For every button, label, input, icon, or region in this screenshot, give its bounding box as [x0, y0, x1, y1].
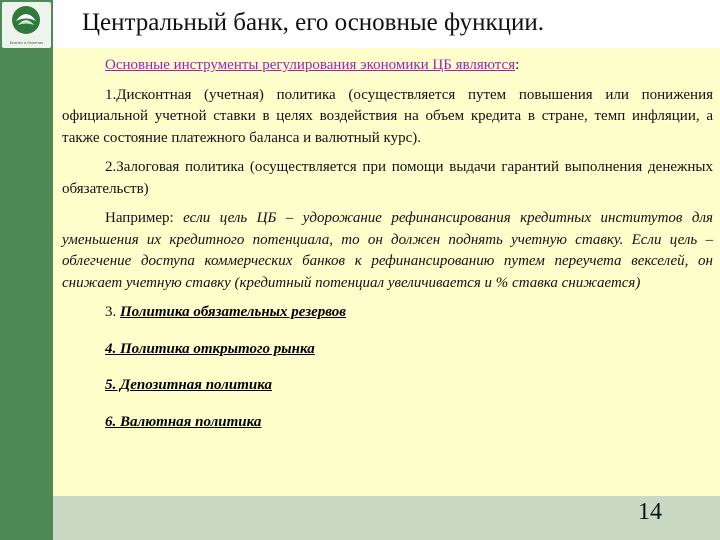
item3-prefix: 3. [105, 304, 120, 320]
item-open-market-policy [62, 339, 713, 361]
bank-logo [2, 2, 51, 48]
open-market-policy-link[interactable]: 4. Политика открытого рынка [105, 340, 315, 357]
logo-emblem-icon [9, 5, 43, 35]
example-paragraph [62, 208, 713, 294]
left-sidebar [0, 0, 53, 540]
reserve-policy-link[interactable]: Политика обязательных резервов [120, 304, 346, 320]
item-deposit-policy [62, 375, 713, 397]
item-collateral-policy: 2.Залоговая политика (осуществляется при помощи выдачи гарантий выполнения денежных обязательств) [62, 159, 713, 197]
currency-policy-link[interactable]: 6. Валютная политика [105, 413, 262, 430]
content-panel [53, 48, 720, 496]
item-discount-policy: 1.Дисконтная (учетная) политика (осуществляется путем повышения или понижения официальной учетной ставки в целях воздействия на объем кредита в стране, темп инфляции, а также состояние платежного баланса и валютный курс). [62, 86, 713, 146]
slide-title: Центральный банк, его основные функции. [82, 9, 544, 36]
item-currency-policy [62, 412, 713, 434]
example-text: если цель ЦБ – удорожание рефинансирования кредитных институтов для уменьшения их кредитного потенциала, то он должен поднять учетную ставку. Если цель – облегчение доступа коммерческих банков к рефинансированию путем переучета векселей, он снижает учетную ставку (кредитный потенциал увеличивается и % ставка снижается) [62, 210, 713, 291]
heading-paragraph [62, 55, 713, 77]
logo-caption: Бизнес и Монетах [9, 40, 44, 45]
footer-bar [53, 496, 720, 540]
example-prefix: Например: [105, 210, 184, 226]
content-text [62, 55, 713, 448]
page-number: 14 [638, 499, 662, 525]
item-reserve-policy [62, 302, 713, 324]
deposit-policy-link[interactable]: 5. Депозитная политика [105, 377, 272, 393]
heading-suffix: : [515, 57, 520, 73]
instruments-heading-link[interactable]: Основные инструменты регулирования экономики ЦБ являются [105, 57, 516, 73]
